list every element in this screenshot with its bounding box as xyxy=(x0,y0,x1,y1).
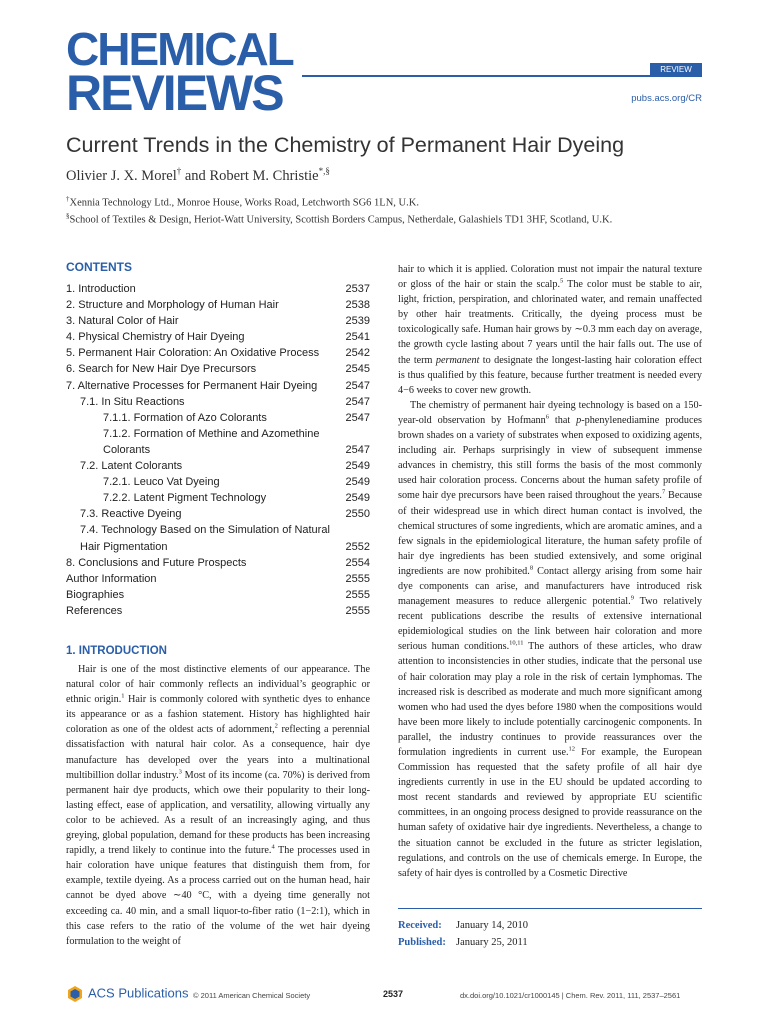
table-of-contents xyxy=(66,281,370,619)
body-paragraph: hair to which it is applied. Coloration must not impair the natural texture or gloss of the hair or stain the scalp.$^5$ The color must be stable to air, light, friction, perspiration, and chlorinated water, and remain unaffected by other hair treatments. Critically, the dyeing process must be toxicologically safe. Human hair grows by ∼0.3 mm each day on average, the growth cycle lasting about 7 years until the hair falls out. The use of the term permanent to designate the longest-lasting hair coloration effect is thus qualified by this feature, because further treatment is needed every 4−6 weeks to cover new growth. xyxy=(398,264,702,396)
article-type-badge: REVIEW xyxy=(650,63,702,76)
section-heading: 1. INTRODUCTION xyxy=(66,645,167,657)
author-list xyxy=(66,166,706,185)
logo-line-2: REVIEWS xyxy=(66,65,283,121)
toc-item-page: 2555 xyxy=(345,604,370,617)
toc-item-page: 2547 xyxy=(345,379,370,392)
affiliation xyxy=(66,195,716,209)
toc-item[interactable] xyxy=(66,361,370,377)
publisher-brand xyxy=(66,985,188,1003)
toc-item[interactable] xyxy=(66,426,370,458)
toc-item-label: 6. Search for New Hair Dye Precursors xyxy=(66,363,257,376)
toc-item[interactable] xyxy=(66,394,370,410)
toc-item-label: 7.2.2. Latent Pigment Technology xyxy=(103,492,267,505)
toc-item-label: 7.4. Technology Based on the Simulation of Natural Hair Pigmentation xyxy=(80,524,330,553)
toc-item-page: 2547 xyxy=(345,411,370,424)
toc-item-label: 4. Physical Chemistry of Hair Dyeing xyxy=(66,331,245,344)
toc-item-label: Biographies xyxy=(66,588,125,601)
toc-item-label: 1. Introduction xyxy=(66,283,136,295)
toc-item-label: References xyxy=(66,604,123,617)
toc-item-label: 8. Conclusions and Future Prospects xyxy=(66,556,247,569)
acs-hexagon-icon xyxy=(66,985,84,1003)
article-title: Current Trends in the Chemistry of Permanent Hair Dyeing xyxy=(66,133,625,157)
author-name: Robert M. Christie xyxy=(209,167,319,184)
toc-item[interactable] xyxy=(66,474,370,490)
publication-dates xyxy=(398,917,528,951)
toc-item[interactable] xyxy=(66,410,370,426)
received-label: Received: xyxy=(398,920,442,931)
published-label: Published: xyxy=(398,937,446,948)
toc-item-page: 2541 xyxy=(345,331,370,344)
body-paragraph: Hair is one of the most distinctive elements of our appearance. The natural color of hair commonly reflects an individual’s geographic or ethnic origin.$^1$ Hair is commonly colored with synthetic dyes to enhance its appearance or as a fashion statement. History has highlighted hair coloration as one of the oldest acts of adornment,$^2$ reflecting a perennial dissatisfaction with natural hair color. As a consequence, hair dye manufacture has developed over the years into a multinational multibillion dollar industry.$^3$ Most of its income (ca. 70%) is derived from permanent hair dye products, which owe their popularity to their long-lasting effect, ease of application, and versatility, allowing virtually any color to be achieved. As a result of an increasingly aging, and thus greying, global population, demand for these products has been increasing rapidly, a trend likely to continue into the future.$^4$ The processes used in hair coloration have unique features that distinguish them from, for example, textile dyeing. As a process carried out on the human head, hair cannot be dyed above ∼40 °C, with a dyeing time generally not exceeding ca. 40 min, and a small liquor-to-fiber ratio (1−2:1), which in this case refers to the ratio of the volume of the wet hair dyeing formulation to the weight of xyxy=(66,664,371,947)
toc-item[interactable] xyxy=(66,458,370,474)
toc-item-page: 2547 xyxy=(345,395,370,408)
page-number: 2537 xyxy=(383,989,404,999)
toc-item-page: 2549 xyxy=(345,460,370,473)
toc-item-page: 2537 xyxy=(345,283,370,295)
toc-item[interactable] xyxy=(66,490,370,506)
toc-item[interactable] xyxy=(66,522,370,554)
toc-item-page: 2549 xyxy=(345,476,370,489)
doi-link[interactable]: dx.doi.org/10.1021/cr1000145 xyxy=(460,991,560,1000)
toc-item-label: 7.3. Reactive Dyeing xyxy=(80,508,182,521)
author-mark: † xyxy=(176,166,182,176)
toc-item-label: 2. Structure and Morphology of Human Hair xyxy=(66,299,279,312)
toc-item-page: 2542 xyxy=(345,347,370,360)
toc-item-page: 2538 xyxy=(345,299,370,312)
toc-item[interactable] xyxy=(66,297,370,313)
toc-item-page: 2545 xyxy=(345,363,370,376)
toc-item[interactable] xyxy=(66,506,370,522)
toc-item[interactable] xyxy=(66,313,370,329)
header-rule xyxy=(302,75,702,77)
body-paragraph: The chemistry of permanent hair dyeing technology is based on a 150-year-old observation by Hofmann$^6$ that p-phenylenediamine produces brown shades on a variety of substrates when exposed to oxidizing agents, including air. Perhaps surprisingly in view of subsequent immense advances in chemistry, this still forms the basis of the most commonly used hair coloration process. Concerns about the human safety profile of some hair dye precursors have been raised throughout the years.$^7$ Because of their widespread use in which direct human contact is involved, the chemical structures of some ingredients, which are aromatic amines, and a few signals in the epidemiological literature, the human safety profile of hair dye ingredients has been studied extensively, and some original ingredients are now prohibited.$^8$ Contact allergy arising from some hair dye components can arise, and manufacturers have introduced risk management measures to reduce allergenic potential.$^9$ Two relatively recent publications describe the results of extensive international epidemiological studies on the link between hair coloration and more serious human conditions.$^{10,11}$ The authors of these articles, who draw attention to inconsistencies in other studies, indicate that the personal use of hair coloration may play a role in the risk of certain lymphomas. The increased risk is described as moderate and much more significant among women who had used the dyes before 1980 when the compositions would have been more likely to include potentially carcinogenic components. In parallel, the industry continues to provide reassurances over the formulation ingredients in current use.$^{12}$ For example, the European Commission has requested that the safety profile of all hair dye ingredients currently in use in the EU should be updated according to most recent standards and reviewed by appropriate EU scientific committees, in an ongoing process designed to provide reassurance on the human safety of oxidative hair dye ingredients. Nevertheless, a change to the situation cannot be excluded in the future as stricter legislation, regulations, and controls on the use of chemicals emerge. In Europe, the safety of hair dyes is controlled by a Cosmetic Directive xyxy=(398,399,703,879)
doi-citation xyxy=(460,991,680,1000)
toc-item-page: 2555 xyxy=(345,588,370,601)
toc-item[interactable] xyxy=(66,587,370,603)
toc-item-label: 7.2. Latent Colorants xyxy=(80,460,183,473)
toc-item-label: 7.1.1. Formation of Azo Colorants xyxy=(103,411,267,424)
body-column-right xyxy=(398,262,702,881)
published-date: January 25, 2011 xyxy=(456,937,528,948)
toc-item[interactable] xyxy=(66,378,370,394)
author-mark: *,§ xyxy=(318,166,330,176)
toc-item-label: Author Information xyxy=(66,572,157,585)
citation-text: | Chem. Rev. 2011, 111, 2537–2561 xyxy=(561,991,681,1000)
toc-item[interactable] xyxy=(66,555,370,571)
author-name: Olivier J. X. Morel xyxy=(66,167,177,184)
toc-item-label: 3. Natural Color of Hair xyxy=(66,315,179,328)
toc-item-page: 2555 xyxy=(345,572,370,585)
toc-item[interactable] xyxy=(66,571,370,587)
toc-item[interactable] xyxy=(66,281,370,297)
affiliation-mark: † xyxy=(66,195,70,203)
logo-line-1: CHEMICAL xyxy=(66,23,293,75)
toc-item-label: 7.1.2. Formation of Methine and Azomethine Colorants xyxy=(103,427,320,456)
toc-item[interactable] xyxy=(66,603,370,619)
body-column-left xyxy=(66,662,370,949)
affiliation xyxy=(66,212,716,226)
affiliation-text: Xennia Technology Ltd., Monroe House, Works Road, Letchworth SG6 1LN, U.K. xyxy=(69,197,419,209)
publisher-name: ACS Publications xyxy=(88,985,189,1001)
journal-logo xyxy=(66,23,296,121)
toc-item-label: 5. Permanent Hair Coloration: An Oxidative Process xyxy=(66,347,320,360)
toc-item-page: 2549 xyxy=(345,492,370,505)
dates-rule xyxy=(398,908,702,909)
received-date: January 14, 2010 xyxy=(456,920,529,931)
toc-item-page: 2547 xyxy=(345,443,370,456)
contents-heading: CONTENTS xyxy=(66,260,132,274)
author-conjunction: and xyxy=(181,167,210,184)
affiliation-text: School of Textiles & Design, Heriot-Watt University, Scottish Borders Campus, Netherdale, Galashiels TD1 3HF, Scotland, U.K. xyxy=(69,214,613,226)
toc-item-page: 2554 xyxy=(345,556,370,569)
copyright: © 2011 American Chemical Society xyxy=(193,991,311,1000)
affiliation-mark: § xyxy=(66,212,70,220)
toc-item[interactable] xyxy=(66,329,370,345)
toc-item-label: 7.2.1. Leuco Vat Dyeing xyxy=(103,476,220,489)
journal-url-link[interactable]: pubs.acs.org/CR xyxy=(631,93,702,104)
toc-item-label: 7. Alternative Processes for Permanent Hair Dyeing xyxy=(66,379,318,392)
toc-item-page: 2539 xyxy=(345,315,370,328)
toc-item-page: 2552 xyxy=(345,540,370,553)
toc-item-label: 7.1. In Situ Reactions xyxy=(80,395,185,408)
toc-item[interactable] xyxy=(66,345,370,361)
toc-item-page: 2550 xyxy=(345,508,370,521)
